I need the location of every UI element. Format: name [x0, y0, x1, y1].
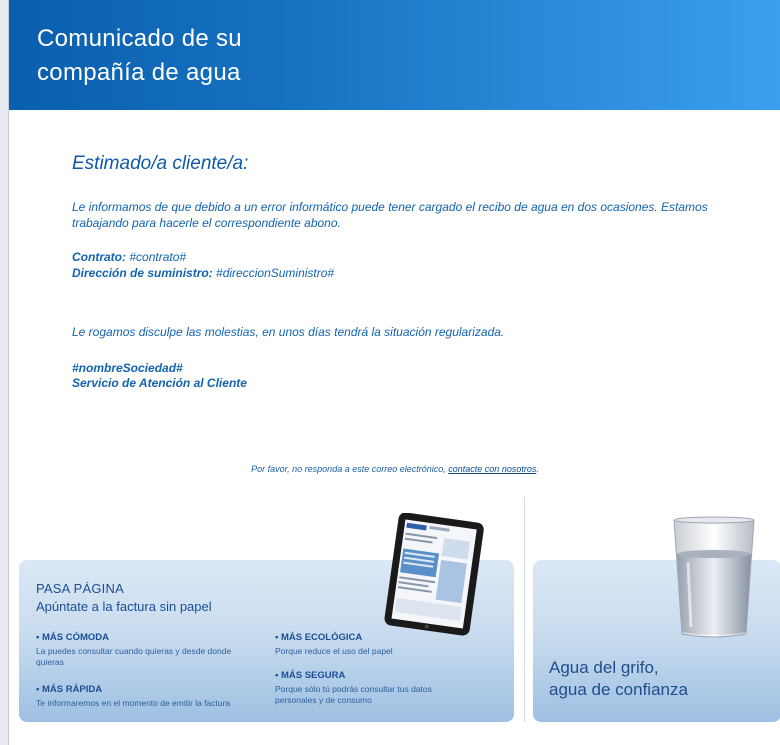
banner-title: PASA PÁGINA [36, 581, 124, 596]
message-paragraph: Le informamos de que debido a un error informático puede tener cargado el recibo de agua en dos ocasiones. Estamos trabajando para hacerle el correspondiente abono. [72, 200, 708, 230]
slogan-line1: Agua del grifo, [549, 658, 659, 677]
address-line [72, 265, 334, 281]
contract-value: #contrato# [129, 250, 187, 264]
header-title-line2: compañía de agua [37, 59, 241, 86]
feature-desc: Porque sólo tú podrás consultar tus datos personales y de consumo [275, 684, 432, 705]
header-title [37, 22, 242, 90]
tap-water-slogan [549, 657, 688, 701]
banner-subtitle: Apúntate a la factura sin papel [36, 599, 212, 614]
contract-line [72, 249, 186, 265]
footer-note [9, 464, 780, 474]
feature-heading: • MÁS RÁPIDA [36, 684, 103, 695]
slogan-line2: agua de confianza [549, 680, 688, 699]
water-glass-icon [664, 512, 764, 642]
tablet-icon [381, 513, 487, 637]
address-label: Dirección de suministro: [72, 266, 213, 280]
feature-heading: • MÁS ECOLÓGICA [275, 632, 363, 643]
greeting: Estimado/a cliente/a: [72, 153, 249, 174]
header-banner [9, 0, 780, 110]
feature-heading: • MÁS SEGURA [275, 670, 346, 681]
header-title-line1: Comunicado de su [37, 25, 242, 52]
feature-desc: Te informaremos en el momento de emitir la factura [36, 698, 231, 708]
contact-link[interactable]: contacte con nosotros [448, 464, 537, 474]
contract-label: Contrato: [72, 250, 126, 264]
banner-divider [524, 497, 525, 722]
service-name: Servicio de Atención al Cliente [72, 376, 247, 390]
apology-paragraph: Le rogamos disculpe las molestias, en unos días tendrá la situación regularizada. [72, 325, 505, 339]
footer-note-text: Por favor, no responda a este correo electrónico, [251, 464, 446, 474]
company-name: #nombreSociedad# [72, 361, 183, 375]
footer-note-end: . [536, 464, 539, 474]
feature-desc: La puedes consultar cuando quieras y desde donde quieras [36, 646, 232, 667]
feature-desc: Porque reduce el uso del papel [275, 646, 393, 656]
feature-heading: • MÁS CÓMODA [36, 632, 109, 643]
address-value: #direccionSuministro# [216, 266, 335, 280]
email-card [8, 0, 780, 745]
